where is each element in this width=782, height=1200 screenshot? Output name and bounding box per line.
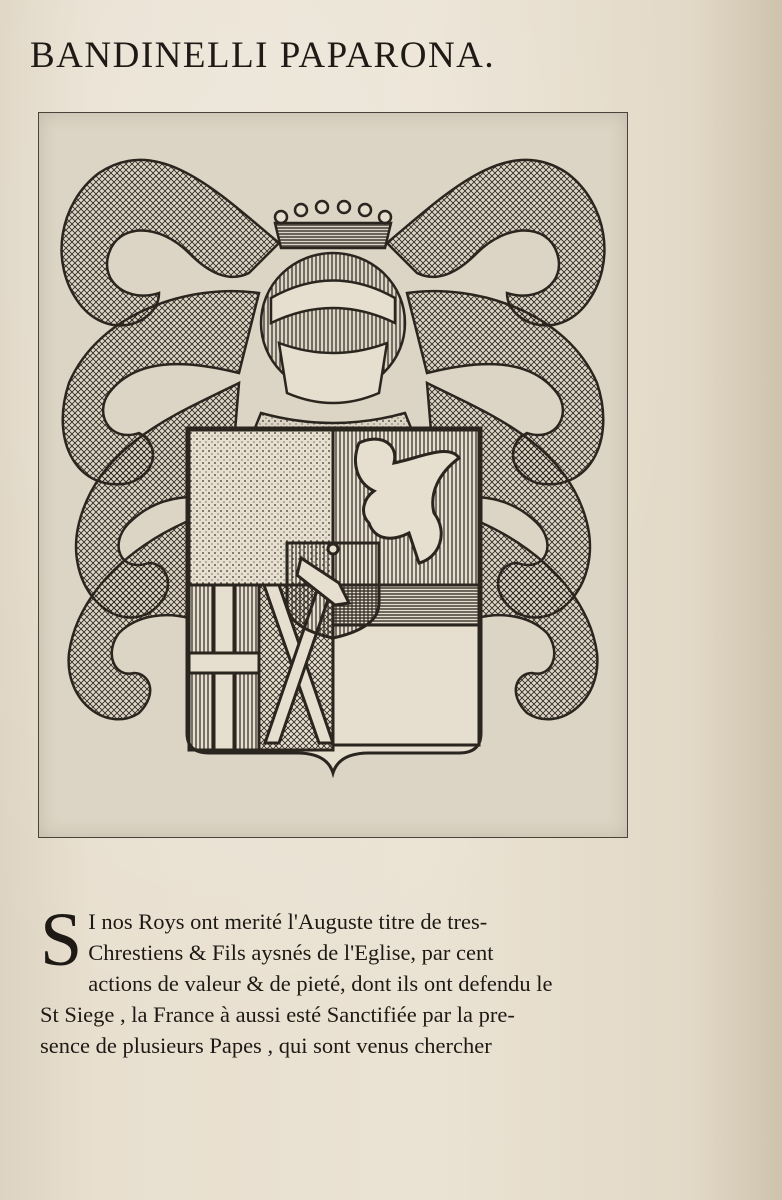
- text-line: I nos Roys ont merité l'Auguste titre de tres-: [88, 909, 488, 934]
- coat-of-arms-engraving: [39, 113, 627, 837]
- drop-cap: S: [40, 898, 83, 982]
- crown: [275, 201, 391, 248]
- helmet: [251, 253, 415, 448]
- shield: [187, 428, 481, 773]
- text-line: St Siege , la France à aussi esté Sanctifiée par la pre-: [40, 1002, 515, 1027]
- engraving-plate: [38, 112, 628, 838]
- text-line: sence de plusieurs Papes , qui sont venus chercher: [40, 1033, 492, 1058]
- page-title: BANDINELLI PAPARONA.: [30, 35, 496, 76]
- body-paragraph: [40, 898, 665, 1061]
- text-line: Chrestiens & Fils aysnés de l'Eglise, par cent: [88, 940, 494, 965]
- text-line: actions de valeur & de pieté, dont ils ont defendu le: [88, 971, 553, 996]
